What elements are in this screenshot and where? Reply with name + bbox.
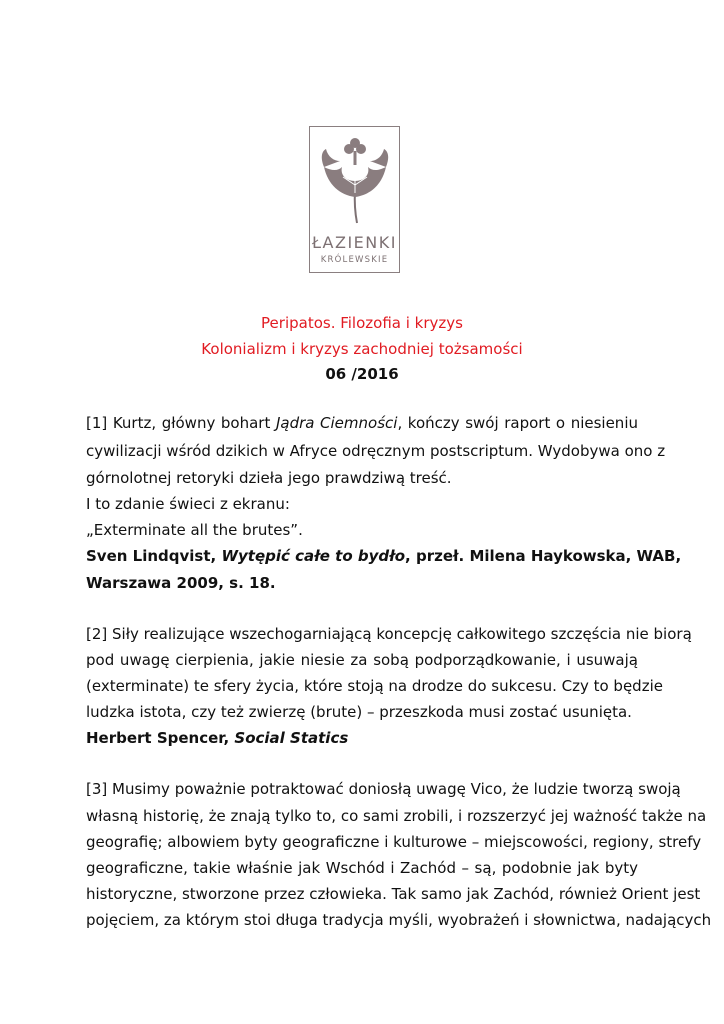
issue-number: 06 /2016	[325, 365, 399, 383]
series-title: Peripatos. Filozofia i kryzys	[261, 314, 463, 332]
quote-2-line-3: (exterminate) te sfery życia, które stoją na drodze do sukcesu. Czy to będzie	[86, 677, 663, 695]
book-title: Wytępić całe to bydło	[221, 547, 406, 565]
quote-2-line-1: [2] Siły realizujące wszechogarniającą koncepcję całkowitego szczęścia nie biorą	[86, 625, 692, 643]
quote-1-line-1	[86, 413, 638, 433]
quote-3-line-2: własną historię, że znają tylko to, co sami zrobili, i rozszerzyć jej ważność także na	[86, 807, 707, 825]
author: Herbert Spencer,	[86, 729, 235, 747]
quote-3-line-3: geografię; albowiem byty geograficzne i kulturowe – miejscowości, regiony, strefy	[86, 833, 702, 851]
lazienki-krolewskie-logo	[309, 126, 400, 273]
logo-name: ŁAZIENKI	[312, 233, 397, 252]
quote-3-line-6: pojęciem, za którym stoi długa tradycja myśli, wyobrażeń i słownictwa, nadających	[86, 911, 712, 929]
quote-1-line-2: cywilizacji wśród dzikich w Afryce odręcznym postscriptum. Wydobywa ono z	[86, 442, 666, 460]
text-run: [1] Kurtz, główny bohart	[86, 414, 276, 432]
author: Sven Lindqvist,	[86, 547, 222, 565]
quote-3-line-5: historyczne, stworzone przez człowieka. Tak samo jak Zachód, również Orient jest	[86, 885, 701, 903]
text-run: , kończy swój raport o niesieniu	[397, 414, 638, 432]
quote-2-source	[86, 728, 638, 748]
logo-subtitle: KRÓLEWSKIE	[320, 255, 389, 265]
quote-1-line-3: górnolotnej retoryki dzieła jego prawdziwą treść.	[86, 469, 452, 487]
quote-1-line-4: I to zdanie świeci z ekranu:	[86, 495, 290, 513]
book-title: Social Statics	[234, 729, 349, 747]
crown-leaf-icon	[310, 127, 401, 233]
quote-3-line-1: [3] Musimy poważnie potraktować doniosłą uwagę Vico, że ludzie tworzą swoją	[86, 780, 681, 798]
text-run: , przeł. Milena Haykowska, WAB,	[405, 547, 682, 565]
quote-1-source-line-2: Warszawa 2009, s. 18.	[86, 574, 276, 592]
lecture-title: Kolonializm i kryzys zachodniej tożsamości	[201, 340, 523, 358]
quote-2-line-2: pod uwagę cierpienia, jakie niesie za sobą podporządkowanie, i usuwają	[86, 651, 638, 669]
book-title: Jądra Ciemności	[275, 414, 398, 432]
quote-2-line-4: ludzka istota, czy też zwierzę (brute) – przeszkoda musi zostać usunięta.	[86, 703, 632, 721]
quote-1-source-line-1	[86, 546, 682, 566]
quote-3-line-4: geograficzne, takie właśnie jak Wschód i Zachód – są, podobnie jak byty	[86, 859, 638, 877]
quote-1-line-5: „Exterminate all the brutes”.	[86, 521, 303, 539]
